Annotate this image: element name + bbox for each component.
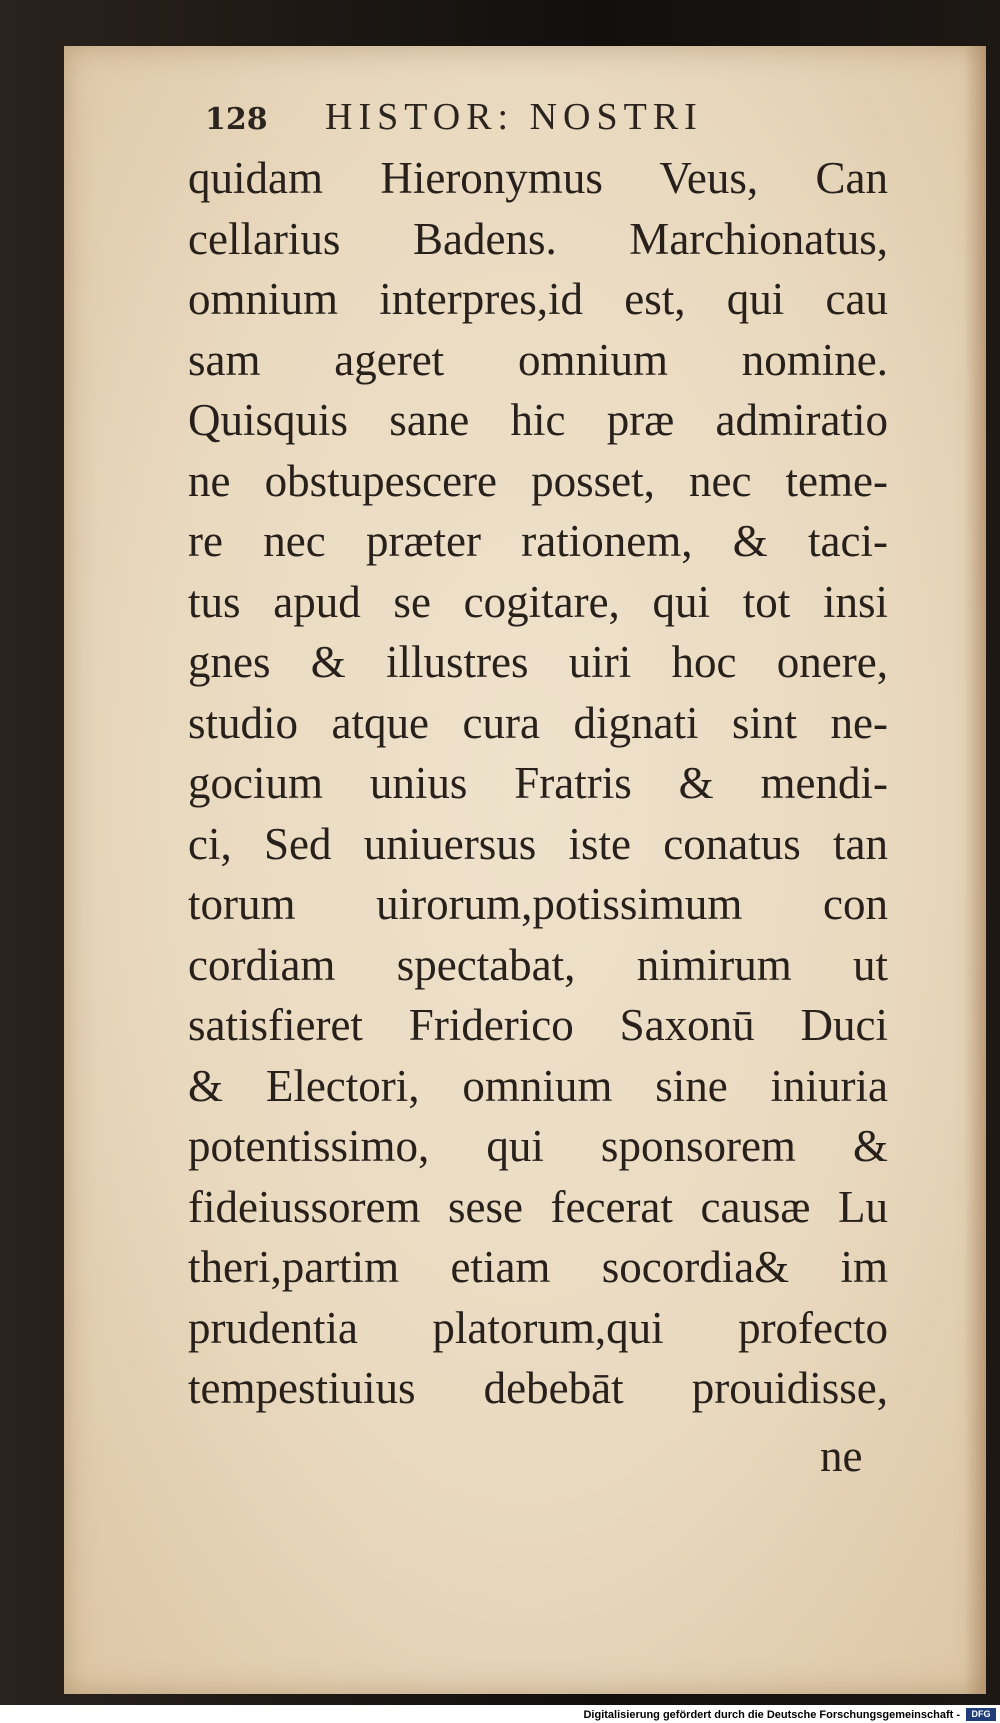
text-line: gocium unius Fratris & mendi- (188, 758, 888, 808)
text-line: fideiussorem sese fecerat causæ Lu (188, 1181, 888, 1232)
catchword: ne (820, 1431, 863, 1481)
text-line: ci, Sed uniuersus iste conatus tan (188, 818, 888, 869)
text-line: prudentia platorum,qui profecto (188, 1302, 888, 1353)
body-text (188, 148, 888, 1419)
text-line: cellarius Badens. Marchionatus, (188, 213, 888, 264)
text-line: satisfieret Friderico Saxonū Duci (188, 1000, 888, 1050)
digitization-footer (0, 1705, 1000, 1723)
text-line: studio atque cura dignati sint ne- (188, 697, 888, 748)
text-line: tus apud se cogitare, qui tot insi (188, 576, 888, 627)
text-line: & Electori, omnium sine iniuria (188, 1060, 888, 1111)
funding-credit: Digitalisierung gefördert durch die Deutsche Forschungsgemeinschaft - (583, 1709, 960, 1721)
text-line: cordiam spectabat, nimirum ut (188, 939, 888, 990)
dfg-logo-icon: DFG (966, 1708, 996, 1721)
text-line: re nec præter rationem, & taci- (188, 516, 888, 566)
text-line: potentissimo, qui sponsorem & (188, 1121, 888, 1171)
text-line: theri,partim etiam socordia& im (188, 1242, 888, 1292)
text-line: sam ageret omnium nomine. (188, 334, 888, 385)
text-line: omnium interpres,id est, qui cau (188, 274, 888, 324)
text-line: gnes & illustres uiri hoc onere, (188, 637, 888, 687)
text-line: quidam Hieronymus Veus, Can (188, 153, 888, 203)
text-line: ne obstupescere posset, nec teme- (188, 455, 888, 506)
running-head (205, 95, 885, 139)
running-title: HISTOR: NOSTRI (325, 96, 703, 138)
text-line: torum uirorum,potissimum con (188, 879, 888, 929)
text-line: tempestiuius debebāt prouidisse, (188, 1363, 888, 1413)
text-line: Quisquis sane hic præ admiratio (188, 395, 888, 445)
page-number: 128 (205, 102, 268, 137)
